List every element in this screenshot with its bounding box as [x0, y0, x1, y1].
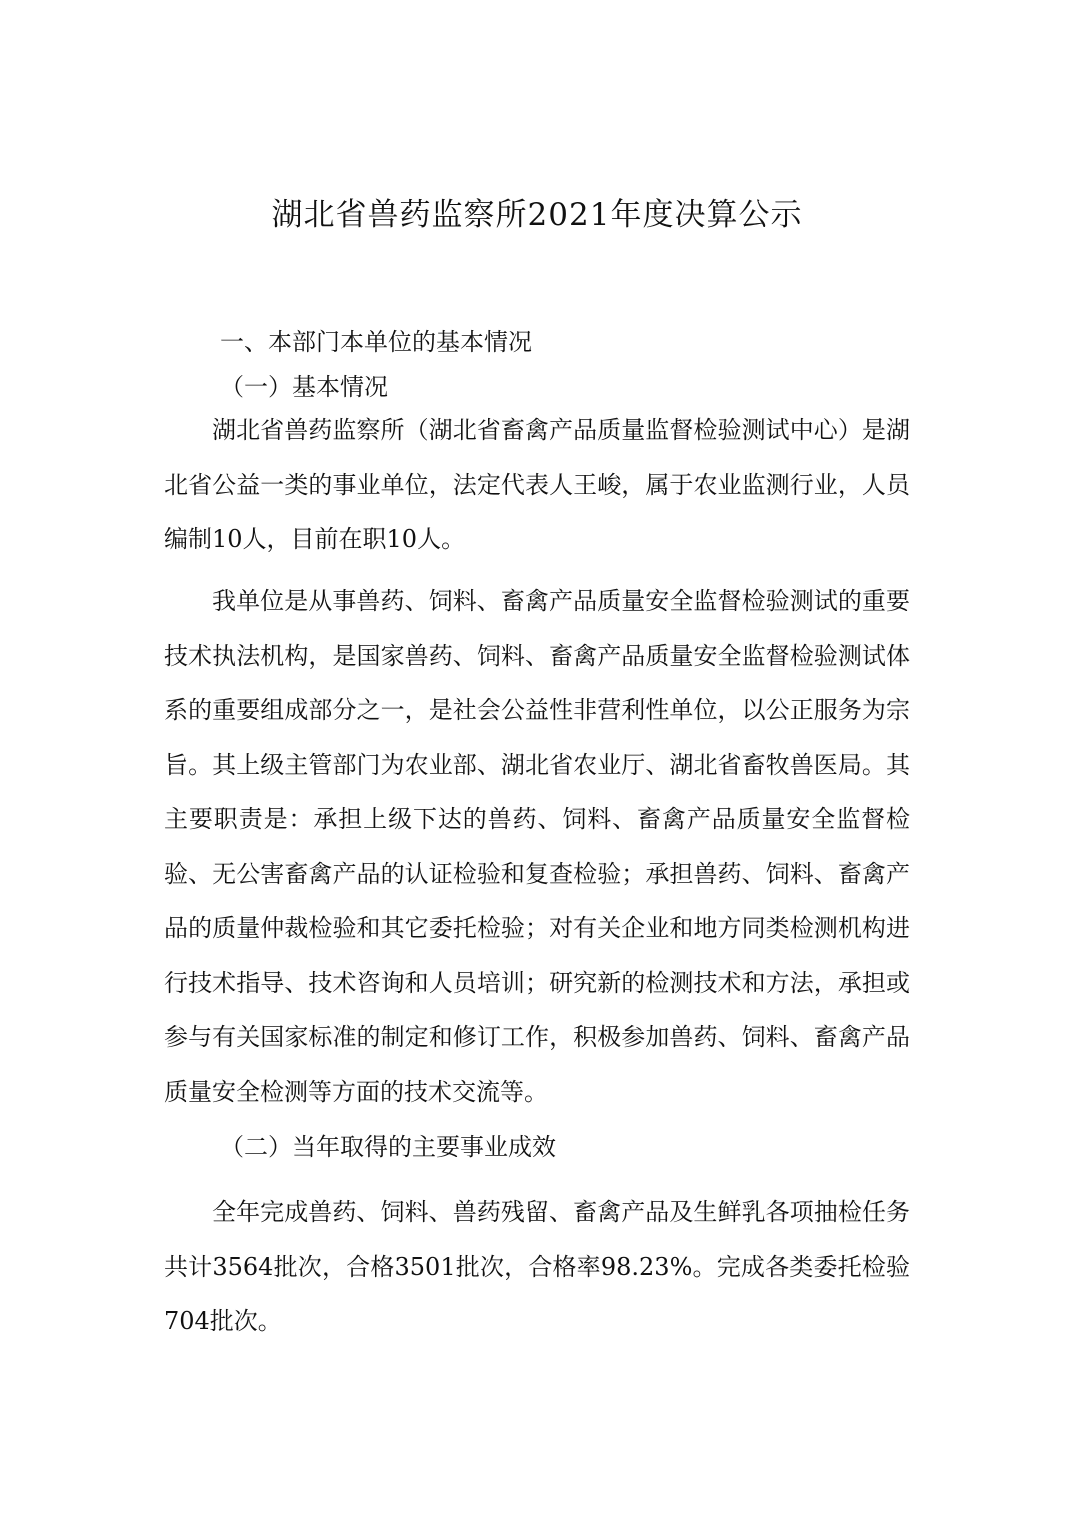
paragraph-duties: 我单位是从事兽药、饲料、畜禽产品质量安全监督检验测试的重要技术执法机构，是国家兽药、饲料、畜禽产品质量安全监督检验测试体系的重要组成部分之一，是社会公益性非营利性单位，以公正服务为宗旨。其上级主管部门为农业部、湖北省农业厅、湖北省畜牧兽医局。其主要职责是：承担上级下达的兽药、饲料、畜禽产品质量安全监督检验、无公害畜禽产品的认证检验和复查检验；承担兽药、饲料、畜禽产品的质量仲裁检验和其它委托检验；对有关企业和地方同类检测机构进行技术指导、技术咨询和人员培训；研究新的检测技术和方法，承担或参与有关国家标准的制定和修订工作，积极参加兽药、饲料、畜禽产品质量安全检测等方面的技术交流等。 [164, 587, 910, 1106]
paragraph-achievements: 全年完成兽药、饲料、兽药残留、畜禽产品及生鲜乳各项抽检任务共计3564批次，合格3501批次，合格率98.23%。完成各类委托检验704批次。 [164, 1198, 910, 1335]
paragraph-unit-intro: 湖北省兽药监察所（湖北省畜禽产品质量监督检验测试中心）是湖北省公益一类的事业单位，法定代表人王峻，属于农业监测行业，人员编制10人，目前在职10人。 [164, 416, 910, 553]
document-title: 湖北省兽药监察所2021年度决算公示 [271, 197, 803, 233]
section-heading-basic-info: 一、本部门本单位的基本情况 [220, 328, 532, 356]
subsection-heading-achievements: （二）当年取得的主要事业成效 [220, 1133, 556, 1161]
subsection-heading-basic: （一）基本情况 [220, 373, 388, 401]
